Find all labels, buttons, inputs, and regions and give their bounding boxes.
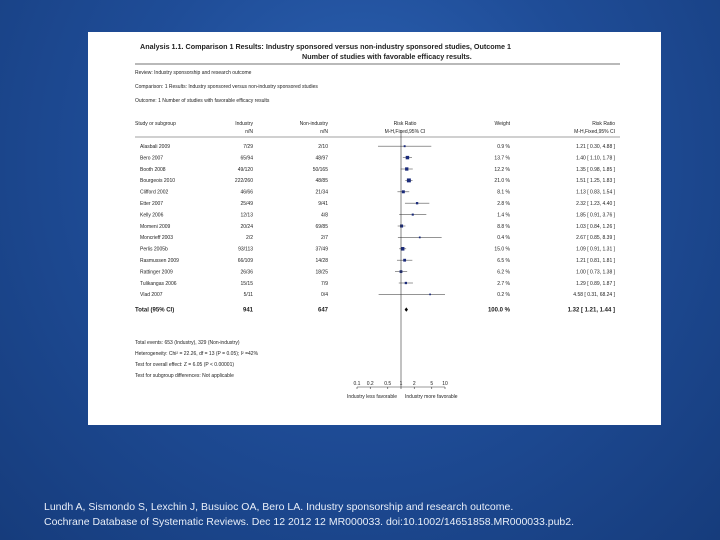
industry-count: 15/15 <box>240 280 253 287</box>
study-name: Clifford 2002 <box>140 189 169 196</box>
axis-tick-label: 2 <box>412 381 416 387</box>
study-weight: 6.2 % <box>497 269 510 276</box>
axis-tick-label: 0.1 <box>353 381 361 387</box>
study-risk-ratio: 4.58 [ 0.31, 68.24 ] <box>573 292 615 299</box>
study-risk-ratio: 1.13 [ 0.83, 1.54 ] <box>576 189 615 196</box>
nonindustry-count: 0/4 <box>321 292 328 299</box>
axis-left-label: Industry less favorable <box>346 394 397 400</box>
study-name: Tulikangas 2006 <box>140 280 177 287</box>
total-label: Total (95% CI) <box>135 307 175 314</box>
study-weight: 2.8 % <box>497 201 510 207</box>
study-weight: 0.9 % <box>497 144 510 150</box>
comparison-text: Comparison: 1 Results: Industry sponsored versus non-industry sponsored studies <box>135 84 318 90</box>
industry-count: 65/94 <box>240 155 253 162</box>
nonindustry-count: 9/41 <box>318 201 328 207</box>
nonindustry-count: 2/10 <box>318 144 328 150</box>
analysis-title-line1: Analysis 1.1. Comparison 1 Results: Industry sponsored versus non-industry sponsored studies, Outcome 1 <box>140 42 512 51</box>
axis-tick-label: 10 <box>442 381 448 387</box>
summary-diamond <box>405 307 408 311</box>
effect-marker <box>412 214 414 216</box>
nonindustry-count: 18/25 <box>315 269 328 276</box>
study-risk-ratio: 2.32 [ 1.23, 4.40 ] <box>576 201 615 207</box>
industry-count: 20/24 <box>240 223 253 230</box>
nonindustry-count: 14/28 <box>315 258 328 264</box>
forest-plot-panel <box>88 32 661 425</box>
study-weight: 12.2 % <box>494 166 510 173</box>
header-study: Study or subgroup <box>135 121 176 127</box>
nonindustry-count: 48/85 <box>315 178 328 185</box>
axis-right-label: Industry more favorable <box>405 394 458 400</box>
outcome-text: Outcome: 1 Number of studies with favorable efficacy results <box>135 98 270 104</box>
industry-count: 222/260 <box>234 178 253 185</box>
effect-marker <box>402 190 405 193</box>
study-name: Rasmussen 2009 <box>140 258 179 264</box>
study-name: Vlad 2007 <box>140 292 163 299</box>
effect-marker <box>405 167 408 170</box>
header-risk-ratio-sub: M-H,Fixed,95% CI <box>384 129 426 135</box>
x-axis <box>347 381 458 400</box>
study-weight: 0.4 % <box>497 235 510 242</box>
study-risk-ratio: 1.21 [ 0.81, 1.81 ] <box>576 258 615 264</box>
effect-marker <box>429 294 431 296</box>
study-weight: 0.2 % <box>497 292 510 299</box>
nonindustry-count: 2/7 <box>321 235 328 242</box>
citation-line1: Lundh A, Sismondo S, Lexchin J, Busuioc OA, Bero LA. Industry sponsorship and research outcome. <box>44 501 514 513</box>
nonindustry-count: 48/97 <box>315 155 328 162</box>
industry-count: 26/36 <box>240 269 253 276</box>
industry-count: 12/13 <box>240 212 253 219</box>
study-risk-ratio: 1.35 [ 0.98, 1.85 ] <box>576 166 615 173</box>
effect-marker <box>419 237 421 239</box>
nonindustry-count: 69/85 <box>315 223 328 230</box>
study-name: Booth 2008 <box>140 166 166 173</box>
study-name: Perlis 2005b <box>140 246 168 253</box>
study-name: Bero 2007 <box>140 155 164 162</box>
study-risk-ratio: 1.29 [ 0.89, 1.87 ] <box>576 280 615 287</box>
header-nonindustry: Non-industry <box>299 121 328 127</box>
effect-marker <box>403 259 406 262</box>
study-risk-ratio: 1.51 [ 1.25, 1.83 ] <box>576 178 615 185</box>
study-weight: 21.0 % <box>494 178 510 185</box>
header-weight: Weight <box>494 121 510 127</box>
industry-count: 25/49 <box>240 201 253 207</box>
study-risk-ratio: 1.09 [ 0.91, 1.31 ] <box>576 246 615 253</box>
plot-area <box>378 130 445 387</box>
header-industry-sub: n/N <box>245 129 253 135</box>
axis-tick-label: 5 <box>430 381 434 387</box>
axis-tick-label: 0.2 <box>366 381 374 387</box>
total-weight: 100.0 % <box>487 307 510 314</box>
footer-subgroup: Test for subgroup differences: Not applicable <box>135 373 234 379</box>
study-risk-ratio: 1.21 [ 0.30, 4.88 ] <box>576 144 615 150</box>
study-weight: 1.4 % <box>497 212 510 219</box>
industry-count: 49/120 <box>237 166 253 173</box>
total-industry: 941 <box>242 307 253 314</box>
study-name: Momeni 2009 <box>140 223 171 230</box>
study-rows <box>135 144 616 314</box>
header-risk-ratio-2: Risk Ratio <box>592 121 615 127</box>
study-name: Kelly 2006 <box>140 212 164 219</box>
effect-marker <box>416 202 418 204</box>
study-weight: 15.0 % <box>494 246 510 253</box>
industry-count: 2/2 <box>246 235 253 242</box>
effect-marker <box>407 178 411 182</box>
nonindustry-count: 21/34 <box>315 189 328 196</box>
footer-overall-effect: Test for overall effect: Z = 6.05 (P < 0.00001) <box>135 362 235 368</box>
study-risk-ratio: 1.85 [ 0.91, 3.76 ] <box>576 212 615 219</box>
header-industry: Industry <box>235 121 253 127</box>
study-risk-ratio: 1.40 [ 1.10, 1.78 ] <box>576 155 615 162</box>
study-risk-ratio: 1.00 [ 0.73, 1.38 ] <box>576 269 615 276</box>
axis-tick-label: 0.5 <box>384 381 392 387</box>
effect-marker <box>406 156 409 159</box>
study-weight: 6.5 % <box>497 258 510 264</box>
study-name: Moncrieff 2003 <box>140 235 173 242</box>
total-risk-ratio: 1.32 [ 1.21, 1.44 ] <box>567 307 615 314</box>
axis-tick-label: 1 <box>399 381 403 387</box>
citation <box>44 500 704 530</box>
study-risk-ratio: 1.03 [ 0.84, 1.26 ] <box>576 223 615 230</box>
industry-count: 66/109 <box>237 258 253 264</box>
study-name: Etter 2007 <box>140 201 164 207</box>
study-weight: 8.1 % <box>497 189 510 196</box>
study-name: Bourgeois 2010 <box>140 178 176 185</box>
total-nonindustry: 647 <box>317 307 328 314</box>
industry-count: 46/66 <box>240 189 253 196</box>
effect-marker <box>405 282 407 284</box>
effect-marker <box>404 145 406 147</box>
study-name: Alasbali 2009 <box>140 144 171 150</box>
industry-count: 5/11 <box>243 292 253 299</box>
study-name: Rattinger 2009 <box>140 269 173 276</box>
footer-heterogeneity: Heterogeneity: Chi² = 22.26, df = 13 (P = 0.05); I² =42% <box>135 351 259 357</box>
industry-count: 93/113 <box>238 246 253 253</box>
nonindustry-count: 7/9 <box>321 280 328 287</box>
review-text: Review: Industry sponsorship and research outcome <box>135 70 252 76</box>
industry-count: 7/29 <box>243 144 253 150</box>
header-risk-ratio-2-sub: M-H,Fixed,95% CI <box>574 129 615 135</box>
study-weight: 13.7 % <box>494 155 510 162</box>
forest-plot <box>88 32 661 425</box>
citation-line2: Cochrane Database of Systematic Reviews. Dec 12 2012 12 MR000033. doi:10.1002/14651858.MR000033.pub2. <box>44 516 575 528</box>
header-risk-ratio: Risk Ratio <box>393 121 417 127</box>
study-risk-ratio: 2.67 [ 0.85, 8.39 ] <box>576 235 615 242</box>
footer-total-events: Total events: 653 (Industry), 329 (Non-industry) <box>135 340 240 346</box>
analysis-title-line2: Number of studies with favorable efficacy results. <box>302 52 472 61</box>
nonindustry-count: 50/165 <box>312 166 328 173</box>
nonindustry-count: 37/49 <box>315 246 328 253</box>
effect-marker <box>401 247 405 251</box>
header-nonindustry-sub: n/N <box>320 129 328 135</box>
effect-marker <box>400 224 403 227</box>
nonindustry-count: 4/8 <box>321 212 328 219</box>
study-weight: 2.7 % <box>497 280 510 287</box>
study-weight: 8.8 % <box>497 223 510 230</box>
